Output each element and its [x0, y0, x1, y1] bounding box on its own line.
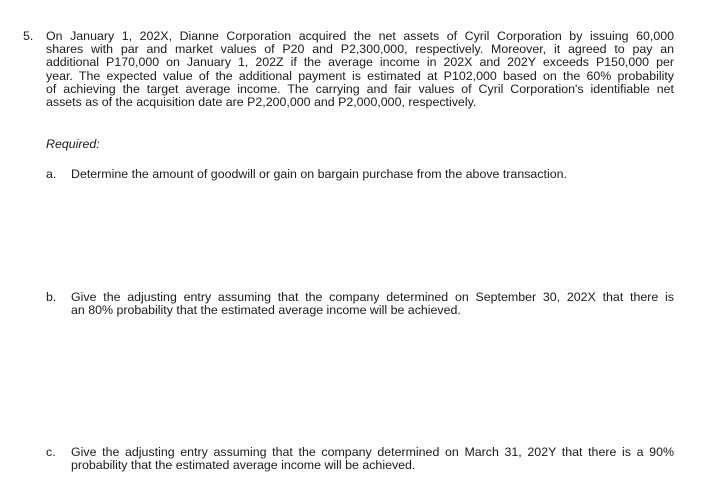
question-line: additional P170,000 on January 1, 202Z if the average income in 202X and 202Y exceeds P150,000 per: [46, 55, 674, 70]
part-b-line: Give the adjusting entry assuming that the company determined on September 30, 202X that there is: [71, 290, 674, 304]
part-b-text: [71, 291, 674, 317]
question-line: of achieving the target average income. The carrying and fair values of Cyril Corporation's identifiable net: [46, 81, 674, 96]
part-b-line: an 80% probability that the estimated average income will be achieved.: [71, 303, 461, 318]
part-a-text: [71, 168, 674, 181]
part-c-letter: c.: [46, 445, 56, 459]
question-line: year. The expected value of the additional payment is estimated at P102,000 based on the 60% probability: [46, 68, 674, 83]
part-c-line: Give the adjusting entry assuming that the company determined on March 31, 202Y that there is a 90%: [71, 445, 674, 459]
question-line: assets as of the acquisition date are P2,200,000 and P2,000,000, respectively.: [46, 95, 477, 110]
question-number: 5.: [23, 29, 34, 43]
part-c-text: [71, 446, 674, 472]
part-a-line: Determine the amount of goodwill or gain on bargain purchase from the above transaction.: [71, 167, 567, 181]
question-line: shares with par and market values of P20 and P2,300,000, respectively. Moreover, it agreed to pay an: [46, 42, 674, 57]
part-a-letter: a.: [46, 167, 57, 181]
question-line: On January 1, 202X, Dianne Corporation acquired the net assets of Cyril Corporation by issuing 60,000: [46, 29, 674, 43]
required-heading: Required:: [46, 137, 100, 151]
question-text: [46, 30, 674, 109]
part-c-line: probability that the estimated average income will be achieved.: [71, 458, 416, 473]
part-b-letter: b.: [46, 290, 57, 304]
